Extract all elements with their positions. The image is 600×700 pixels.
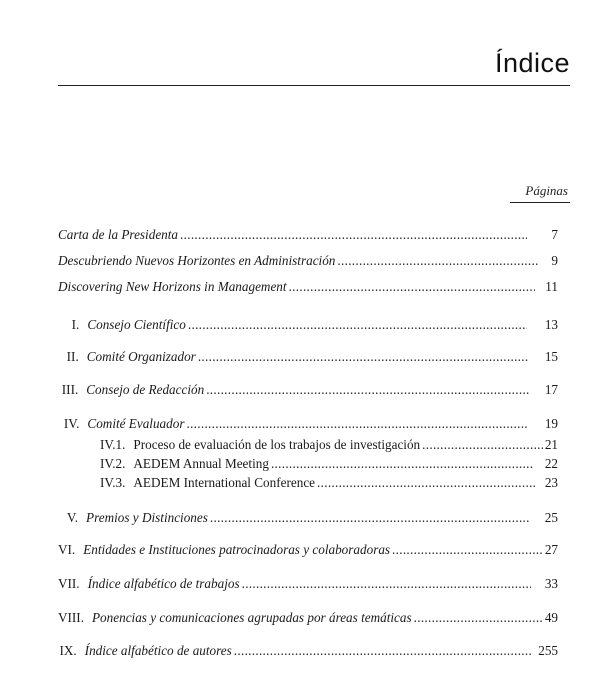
section-number: III. <box>61 382 79 397</box>
toc-entry-page: 15 <box>544 349 558 364</box>
toc-section-vi <box>58 542 558 558</box>
section-number: VII. <box>58 576 80 591</box>
leader-dots <box>180 227 527 243</box>
leader-dots <box>188 317 527 333</box>
leader-dots <box>198 349 528 365</box>
leader-dots <box>271 456 534 472</box>
section-number: VIII. <box>58 610 84 625</box>
toc-entry-page: 9 <box>551 253 558 268</box>
toc-entry-page: 11 <box>545 279 558 294</box>
toc-entry-page: 255 <box>538 643 558 658</box>
toc-entry-label: Comité Organizador <box>86 349 196 364</box>
leader-dots <box>186 416 527 432</box>
toc-entry-label: Índice alfabético de trabajos <box>87 576 240 591</box>
toc-entry-discovering <box>58 279 558 295</box>
toc-entry-carta <box>58 227 558 243</box>
toc-entry-page: 22 <box>544 456 558 471</box>
subsection-number: IV.3. <box>100 475 126 490</box>
section-number: IV. <box>63 416 80 431</box>
toc-section-ii <box>58 349 558 365</box>
section-number: IX. <box>59 643 77 658</box>
toc-entry-label: Consejo Científico <box>87 317 186 332</box>
toc-section-vii <box>58 576 558 592</box>
toc-entry-page: 21 <box>544 437 558 452</box>
toc-entry-descubriendo <box>58 253 558 269</box>
toc-entry-page: 23 <box>544 475 558 490</box>
toc-subsection-iv-1 <box>100 437 558 453</box>
leader-dots <box>392 542 543 558</box>
toc-entry-label: Índice alfabético de autores <box>84 643 232 658</box>
toc-subsection-iv-2 <box>100 456 558 472</box>
section-number: VI. <box>58 542 76 557</box>
toc-entry-label: AEDEM International Conference <box>133 475 316 490</box>
toc-section-iv <box>58 416 558 432</box>
toc-entry-label: Premios y Distinciones <box>86 510 208 525</box>
leader-dots <box>414 610 543 626</box>
toc-entry-page: 27 <box>544 542 558 557</box>
pages-header-rule <box>510 202 570 203</box>
leader-dots <box>210 510 529 526</box>
toc-entry-page: 7 <box>551 227 558 242</box>
toc-entry-label: Ponencias y comunicaciones agrupadas por áreas temáticas <box>92 610 412 625</box>
page-title: Índice <box>494 48 570 78</box>
subsection-number: IV.1. <box>100 437 126 452</box>
toc-entry-page: 17 <box>544 382 558 397</box>
toc-entry-label: Discovering New Horizons in Management <box>58 279 287 294</box>
toc-section-ix <box>58 643 558 659</box>
toc-entry-label: Consejo de Redacción <box>86 382 205 397</box>
toc-entry-page: 19 <box>544 416 558 431</box>
toc-entry-label: Descubriendo Nuevos Horizontes en Administración <box>58 253 336 268</box>
toc-entry-label: AEDEM Annual Meeting <box>133 456 269 471</box>
toc-entry-page: 13 <box>544 317 558 332</box>
toc-entry-page: 25 <box>544 510 558 525</box>
toc-entry-page: 49 <box>544 610 558 625</box>
toc-subsection-iv-3 <box>100 475 558 491</box>
toc-entry-label: Carta de la Presidenta <box>58 227 179 242</box>
leader-dots <box>242 576 532 592</box>
section-number: II. <box>66 349 79 364</box>
toc-section-i <box>58 317 558 333</box>
leader-dots <box>317 475 537 491</box>
pages-column-header: Páginas <box>525 183 568 198</box>
leader-dots <box>289 279 535 295</box>
section-number: I. <box>71 317 80 332</box>
section-number: V. <box>66 510 79 525</box>
leader-dots <box>422 437 543 453</box>
toc-section-iii <box>58 382 558 398</box>
toc-entry-label: Proceso de evaluación de los trabajos de investigación <box>133 437 421 452</box>
toc-entry-page: 33 <box>544 576 558 591</box>
title-rule <box>58 85 570 86</box>
leader-dots <box>337 253 538 269</box>
leader-dots <box>234 643 531 659</box>
toc-entry-label: Comité Evaluador <box>87 416 185 431</box>
toc-entry-label: Entidades e Instituciones patrocinadoras y colaboradoras <box>83 542 391 557</box>
toc-section-viii <box>58 610 558 626</box>
subsection-number: IV.2. <box>100 456 126 471</box>
leader-dots <box>206 382 528 398</box>
toc-section-v <box>58 510 558 526</box>
